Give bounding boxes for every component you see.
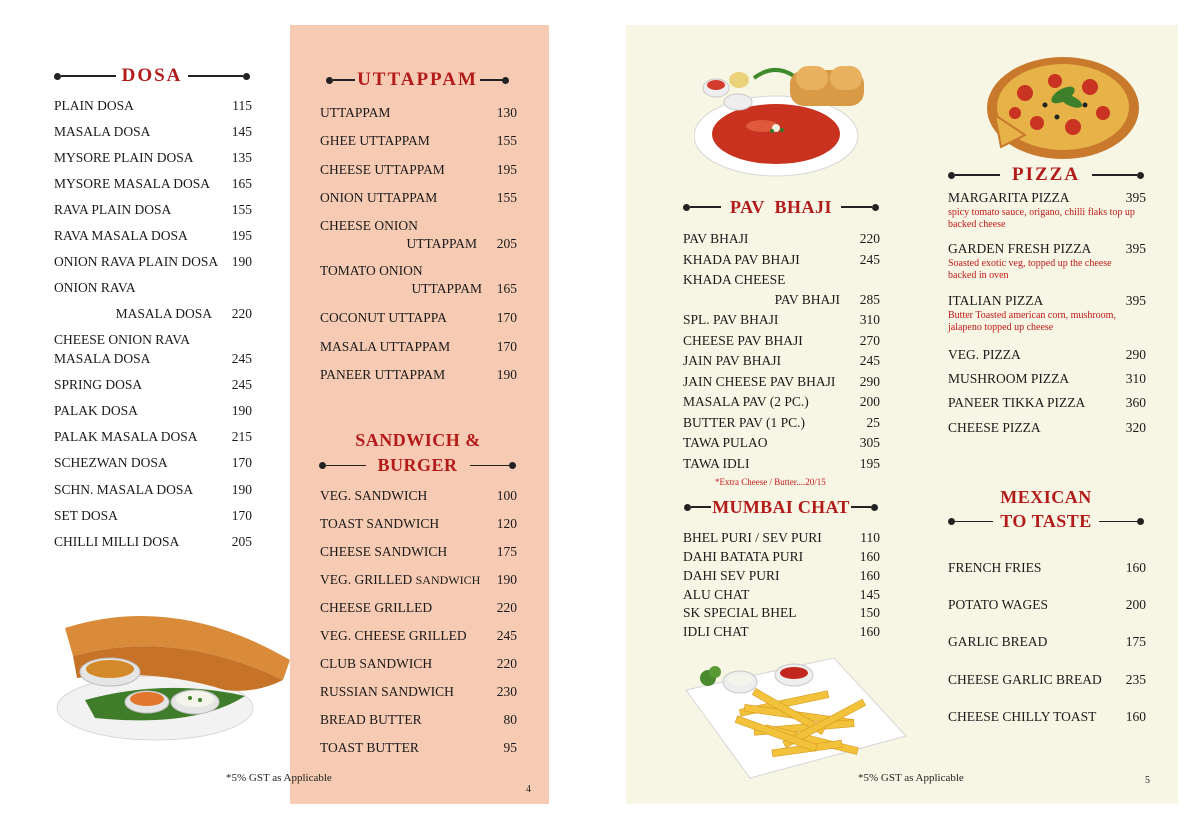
- dosa-plate-illustration: [55, 598, 295, 743]
- heading-rule: [955, 521, 993, 523]
- sandwich-heading: [319, 453, 516, 478]
- menu-item: CHILLI MILLI DOSA 205: [54, 534, 252, 549]
- heading-dot: [319, 462, 326, 469]
- menu-item: UTTAPPAM 130: [320, 105, 517, 120]
- heading-rule: [691, 506, 711, 508]
- menu-item: COCONUT UTTAPPA 170: [320, 310, 517, 325]
- menu-item: VEG. CHEESE GRILLED 245: [320, 628, 517, 643]
- menu-item: IDLI CHAT 160: [683, 624, 880, 639]
- menu-item: PALAK DOSA 190: [54, 403, 252, 418]
- heading-dot: [683, 204, 690, 211]
- heading-rule: [326, 465, 366, 467]
- menu-item: TOMATO ONION UTTAPPAM 165: [320, 263, 517, 296]
- menu-item: SCHEZWAN DOSA 170: [54, 455, 252, 470]
- mumbai-chat-list: [683, 530, 880, 643]
- heading-rule: [851, 506, 871, 508]
- menu-item: KHADA CHEESE PAV BHAJI 285: [683, 272, 880, 307]
- french-fries-illustration: [684, 650, 910, 780]
- heading-dot: [54, 73, 61, 80]
- gst-note-right: *5% GST as Applicable: [858, 772, 964, 784]
- page-number-left: 4: [526, 784, 531, 795]
- menu-item: DAHI SEV PURI 160: [683, 568, 880, 583]
- menu-item: RAVA PLAIN DOSA 155: [54, 202, 252, 217]
- menu-item: PAV BHAJI 220: [683, 231, 880, 246]
- menu-item: MUSHROOM PIZZA 310: [948, 371, 1146, 386]
- heading-rule: [1099, 521, 1137, 523]
- uttappam-list: [320, 105, 517, 395]
- pav-bhaji-illustration: [694, 58, 879, 183]
- menu-item: CHEESE UTTAPPAM 195: [320, 162, 517, 177]
- menu-item: RAVA MASALA DOSA 195: [54, 228, 252, 243]
- menu-item: GARLIC BREAD 175: [948, 634, 1146, 649]
- menu-item: BUTTER PAV (1 PC.) 25: [683, 414, 880, 430]
- heading-rule: [480, 79, 502, 81]
- menu-item: CHEESE CHILLY TOAST 160: [948, 709, 1146, 724]
- sandwich-title-line2: BURGER: [377, 455, 458, 475]
- heading-rule: [955, 174, 1000, 176]
- pav-bhaji-list: [683, 231, 880, 476]
- dosa-list: [54, 98, 252, 560]
- mumbai-chat-title: MUMBAI CHAT: [712, 496, 850, 517]
- menu-item: BHEL PURI / SEV PURI 110: [683, 530, 880, 545]
- menu-item: MASALA PAV (2 PC.) 200: [683, 394, 880, 409]
- heading-dot: [684, 504, 691, 511]
- menu-item: PANEER UTTAPPAM 190: [320, 367, 517, 382]
- menu-item: ITALIAN PIZZA 395 Butter Toasted american corn, mushroom, jalapeno topped up cheese: [948, 293, 1146, 333]
- heading-rule: [841, 206, 872, 208]
- menu-item: CHEESE PAV BHAJI 270: [683, 332, 880, 348]
- menu-item: CHEESE GRILLED 220: [320, 600, 517, 615]
- pav-bhaji-title: PAV BHAJI: [729, 196, 833, 217]
- menu-item: MARGARITA PIZZA 395 spicy tomato sauce, origano, chilli flaks top up backed cheese: [948, 190, 1146, 230]
- heading-dot: [872, 204, 879, 211]
- menu-item: TAWA PULAO 305: [683, 435, 880, 450]
- gst-note-left: *5% GST as Applicable: [226, 772, 332, 784]
- sandwich-title-line1: SANDWICH &: [355, 430, 481, 450]
- heading-dot: [243, 73, 250, 80]
- heading-rule: [1092, 174, 1137, 176]
- heading-rule: [690, 206, 721, 208]
- extra-cheese-note: *Extra Cheese / Butter....20/15: [715, 477, 826, 487]
- menu-item: DAHI BATATA PURI 160: [683, 549, 880, 564]
- menu-item: ALU CHAT 145: [683, 587, 880, 602]
- menu-item: SK SPECIAL BHEL 150: [683, 605, 880, 620]
- heading-dot: [948, 172, 955, 179]
- menu-item: TOAST SANDWICH 120: [320, 516, 517, 531]
- menu-item: BREAD BUTTER 80: [320, 712, 517, 727]
- menu-item: ONION UTTAPPAM 155: [320, 190, 517, 205]
- menu-item: MYSORE PLAIN DOSA 135: [54, 150, 252, 165]
- menu-item: TOAST BUTTER 95: [320, 740, 517, 755]
- menu-item: MASALA DOSA 145: [54, 124, 252, 139]
- mexican-title-line1: MEXICAN: [1000, 487, 1092, 507]
- heading-dot: [948, 518, 955, 525]
- heading-dot: [326, 77, 333, 84]
- menu-item: VEG. GRILLED SANDWICH 190: [320, 572, 517, 587]
- menu-item: ONION RAVA MASALA DOSA 220: [54, 280, 252, 321]
- menu-item: JAIN PAV BHAJI 245: [683, 353, 880, 368]
- sandwich-list: [320, 488, 517, 768]
- heading-dot: [1137, 518, 1144, 525]
- heading-rule: [333, 79, 355, 81]
- heading-dot: [871, 504, 878, 511]
- menu-item: GHEE UTTAPPAM 155: [320, 133, 517, 148]
- heading-rule: [61, 75, 116, 77]
- menu-item: CHEESE GARLIC BREAD 235: [948, 672, 1146, 687]
- menu-item: SCHN. MASALA DOSA 190: [54, 482, 252, 497]
- menu-item: TAWA IDLI 195: [683, 455, 880, 471]
- menu-item: PALAK MASALA DOSA 215: [54, 429, 252, 444]
- mexican-heading: [948, 509, 1144, 534]
- menu-item: SPRING DOSA 245: [54, 377, 252, 392]
- dosa-title: DOSA: [121, 65, 183, 86]
- menu-item: PANEER TIKKA PIZZA 360: [948, 395, 1146, 410]
- menu-item: VEG. PIZZA 290: [948, 347, 1146, 362]
- menu-item: CLUB SANDWICH 220: [320, 656, 517, 671]
- menu-item: MYSORE MASALA DOSA 165: [54, 176, 252, 191]
- page-number-right: 5: [1145, 775, 1150, 786]
- menu-item: FRENCH FRIES 160: [948, 560, 1146, 575]
- menu-item: SET DOSA 170: [54, 508, 252, 523]
- menu-item: CHEESE PIZZA 320: [948, 420, 1146, 435]
- mexican-title-line2: TO TASTE: [1000, 511, 1092, 531]
- heading-dot: [502, 77, 509, 84]
- pizza-heading: [948, 163, 1144, 187]
- menu-item: PLAIN DOSA 115: [54, 98, 252, 113]
- uttappam-title: UTTAPPAM: [357, 69, 478, 90]
- menu-item: CHEESE ONION RAVA MASALA DOSA 245: [54, 332, 252, 366]
- menu-item: RUSSIAN SANDWICH 230: [320, 684, 517, 699]
- mumbai-chat-heading: [683, 495, 879, 519]
- menu-item: GARDEN FRESH PIZZA 395 Soasted exotic veg, topped up the cheese backed in oven: [948, 241, 1146, 281]
- pizza-title: PIZZA: [1011, 164, 1081, 185]
- pizza-list: [948, 190, 1146, 445]
- heading-dot: [509, 462, 516, 469]
- menu-item: KHADA PAV BHAJI 245: [683, 251, 880, 267]
- uttappam-heading: [319, 68, 516, 92]
- dosa-heading: [54, 64, 250, 88]
- heading-rule: [188, 75, 243, 77]
- pizza-illustration: [985, 55, 1141, 161]
- menu-item: POTATO WAGES 200: [948, 597, 1146, 612]
- heading-rule: [470, 465, 510, 467]
- menu-item: CHEESE SANDWICH 175: [320, 544, 517, 559]
- menu-item: MASALA UTTAPPAM 170: [320, 339, 517, 354]
- menu-item: CHEESE ONION UTTAPPAM 205: [320, 218, 517, 251]
- heading-dot: [1137, 172, 1144, 179]
- menu-item: JAIN CHEESE PAV BHAJI 290: [683, 373, 880, 389]
- menu-item: ONION RAVA PLAIN DOSA 190: [54, 254, 252, 269]
- pav-bhaji-heading: [683, 195, 879, 219]
- menu-item: SPL. PAV BHAJI 310: [683, 312, 880, 327]
- menu-item: VEG. SANDWICH 100: [320, 488, 517, 503]
- mexican-list: [948, 560, 1146, 746]
